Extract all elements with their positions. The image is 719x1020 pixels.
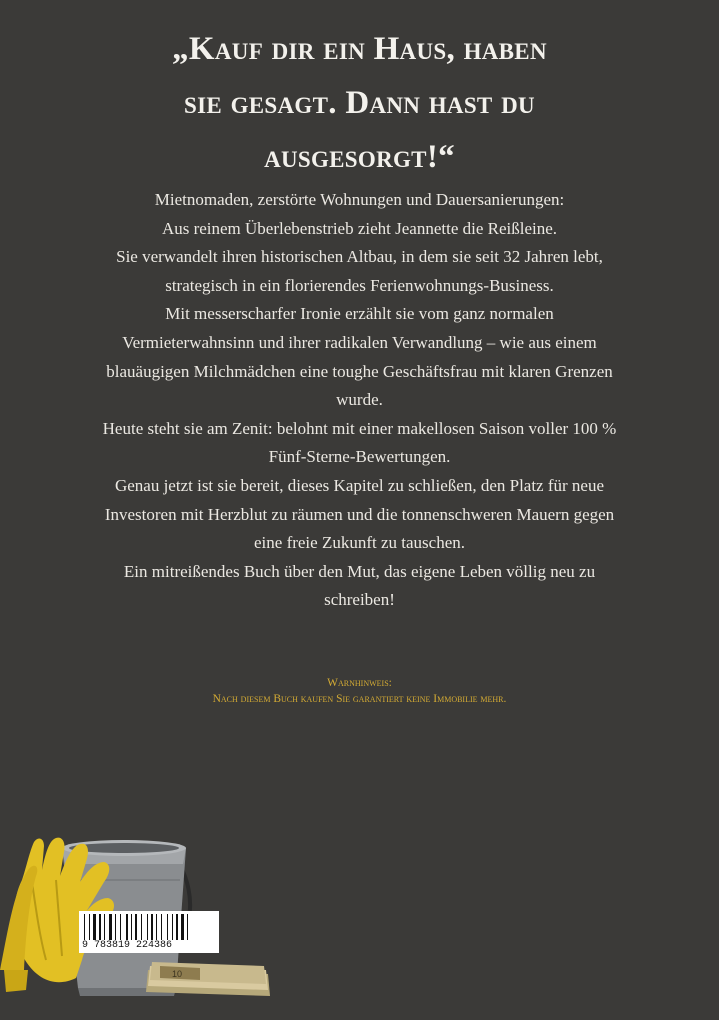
back-cover-title xyxy=(80,22,639,184)
blurb-line: Ein mitreißendes Buch über den Mut, das eigene Leben völlig neu zu xyxy=(123,561,596,581)
isbn-barcode xyxy=(79,911,219,953)
barcode-bar xyxy=(176,914,178,940)
warning-text: Nach diesem Buch kaufen Sie garantiert keine Immobilie mehr. xyxy=(212,693,507,705)
barcode-bar xyxy=(156,914,157,940)
barcode-bar xyxy=(181,914,184,940)
blurb-line: blauäugigen Milchmädchen eine toughe Geschäftsfrau mit klaren Grenzen xyxy=(106,361,613,381)
blurb-text xyxy=(20,186,699,615)
barcode-bar xyxy=(126,914,128,940)
barcode-bar xyxy=(151,914,153,940)
warning-note xyxy=(60,675,659,707)
blurb-line: Mietnomaden, zerstörte Wohnungen und Dauersanierungen: xyxy=(154,190,565,209)
barcode-bars xyxy=(84,914,214,940)
title-line: „Kauf dir ein Haus, haben xyxy=(172,31,547,67)
blurb-line: schreiben! xyxy=(324,590,395,610)
blurb-line: Aus reinem Überlebenstrieb zieht Jeannette die Reißleine. xyxy=(161,218,558,238)
barcode-bar xyxy=(84,914,85,940)
blurb-line: Investoren mit Herzblut zu räumen und die tonnenschweren Mauern gegen xyxy=(104,504,615,524)
blurb-line: Sie verwandelt ihren historischen Altbau, in dem sie seit 32 Jahren lebt, xyxy=(116,247,603,267)
barcode-bar xyxy=(104,914,105,940)
barcode-bar xyxy=(120,914,121,940)
title-line: sie gesagt. Dann hast du xyxy=(184,85,535,121)
warning-label: Warnhinweis: xyxy=(327,677,392,689)
title-line: ausgesorgt!“ xyxy=(264,139,455,175)
blurb-line: Fünf-Sterne-Bewertungen. xyxy=(268,447,451,467)
barcode-bar xyxy=(131,914,132,940)
blurb-line: Mit messerscharfer Ironie erzählt sie vom ganz normalen xyxy=(165,304,554,324)
blurb-line: eine freie Zukunft zu tauschen. xyxy=(254,533,465,553)
blurb-line: wurde. xyxy=(336,390,383,410)
barcode-bar xyxy=(167,914,168,940)
svg-text:10: 10 xyxy=(172,969,183,979)
barcode-bar xyxy=(147,914,148,940)
barcode-bar xyxy=(161,914,162,940)
blurb-line: strategisch in ein florierendes Ferienwohnungs-Business. xyxy=(165,275,554,295)
blurb-line: Heute steht sie am Zenit: belohnt mit einer makellosen Saison voller 100 % xyxy=(102,418,617,438)
barcode-bar xyxy=(135,914,137,940)
euro-banknotes-icon xyxy=(146,962,270,996)
barcode-bar xyxy=(89,914,90,940)
barcode-bar xyxy=(187,914,188,940)
isbn-number: 9 783819 224386 xyxy=(79,940,219,952)
blurb-line: Genau jetzt ist sie bereit, dieses Kapitel zu schließen, den Platz für neue xyxy=(114,475,605,495)
barcode-bar xyxy=(141,914,142,940)
barcode-bar xyxy=(93,914,96,940)
barcode-bar xyxy=(109,914,112,940)
barcode-bar xyxy=(172,914,173,940)
barcode-bar xyxy=(115,914,116,940)
blurb-line: Vermieterwahnsinn und ihrer radikalen Verwandlung – wie aus einem xyxy=(122,332,597,352)
barcode-bar xyxy=(99,914,101,940)
